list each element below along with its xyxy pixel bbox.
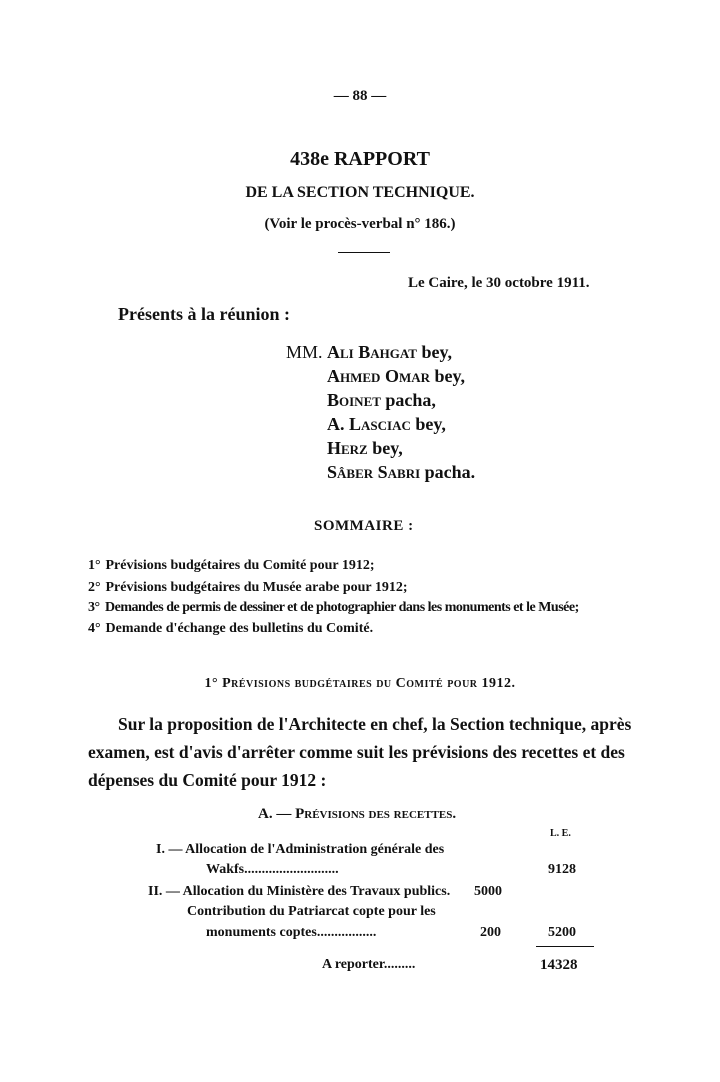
- sum-rule: [536, 946, 594, 947]
- currency-label: L. E.: [550, 828, 571, 839]
- member-title: pacha.: [424, 462, 476, 482]
- table-total: 5200: [548, 925, 576, 940]
- table-heading-text: A. — Prévisions des recettes.: [258, 806, 457, 822]
- summary-item-number: 1°: [88, 558, 101, 573]
- summary-item-number: 3°: [88, 600, 100, 615]
- member-name: A. Lasciac: [327, 414, 411, 434]
- table-row-label: Contribution du Patriarcat copte pour les: [187, 904, 436, 919]
- member-name: Ali Bahgat: [327, 342, 417, 362]
- table-row-label: Wakfs...........................: [206, 862, 339, 877]
- member-name: Sâber Sabri: [327, 462, 421, 482]
- page-number: — 88 —: [333, 88, 387, 104]
- minutes-reference: (Voir le procès-verbal n° 186.): [264, 216, 456, 232]
- attendance-intro: Présents à la réunion :: [118, 304, 290, 324]
- member-entry: [327, 390, 436, 411]
- table-amount: 5000: [474, 884, 502, 899]
- member-entry: [327, 414, 446, 435]
- summary-heading: SOMMAIRE :: [314, 518, 414, 534]
- summary-item-text: Prévisions budgétaires du Comité pour 1912;: [105, 558, 375, 573]
- member-name: Boinet: [327, 390, 381, 410]
- summary-item-number: 2°: [88, 580, 101, 595]
- carry-forward-label: A reporter.........: [322, 957, 416, 972]
- table-row-label: I. — Allocation de l'Administration générale des: [156, 842, 445, 857]
- member-entry: [327, 342, 452, 363]
- attendance-prefix: MM.: [286, 342, 323, 362]
- summary-item: [88, 580, 408, 596]
- title-divider: [338, 252, 390, 253]
- paragraph-line: Sur la proposition de l'Architecte en chef, la Section technique, après: [118, 714, 632, 734]
- table-amount: 200: [480, 925, 501, 940]
- summary-item: [88, 600, 579, 616]
- member-name: Ahmed Omar: [327, 366, 430, 386]
- table-total: 9128: [548, 862, 576, 877]
- table-row-label: II. — Allocation du Ministère des Travaux publics.: [148, 884, 451, 899]
- member-title: bey,: [434, 366, 466, 386]
- member-title: bey,: [421, 342, 452, 362]
- summary-item: [88, 558, 375, 574]
- member-title: bey,: [415, 414, 446, 434]
- section-title: DE LA SECTION TECHNIQUE.: [245, 184, 475, 201]
- section-heading: 1° Prévisions budgétaires du Comité pour 1912.: [204, 676, 516, 691]
- member-entry: [327, 366, 465, 387]
- member-name: Herz: [327, 438, 368, 458]
- summary-item-text: Prévisions budgétaires du Musée arabe pour 1912;: [105, 580, 408, 595]
- paragraph-line: dépenses du Comité pour 1912 :: [88, 770, 327, 790]
- summary-item-text: Demandes de permis de dessiner et de photographier dans les monuments et le Musée;: [105, 600, 579, 615]
- member-entry: [327, 438, 403, 459]
- summary-item-number: 4°: [88, 621, 101, 636]
- table-row-label: monuments coptes.................: [206, 925, 377, 940]
- summary-item: [88, 621, 373, 637]
- summary-item-text: Demande d'échange des bulletins du Comité.: [105, 621, 374, 636]
- dateline: Le Caire, le 30 octobre 1911.: [408, 275, 590, 291]
- carry-forward-total: 14328: [540, 957, 578, 973]
- member-title: bey,: [372, 438, 403, 458]
- member-title: pacha,: [385, 390, 436, 410]
- member-entry: [327, 462, 475, 483]
- report-title: 438e RAPPORT: [290, 148, 430, 170]
- paragraph-line: examen, est d'avis d'arrêter comme suit les prévisions des recettes et des: [88, 742, 625, 762]
- table-heading: [258, 806, 456, 823]
